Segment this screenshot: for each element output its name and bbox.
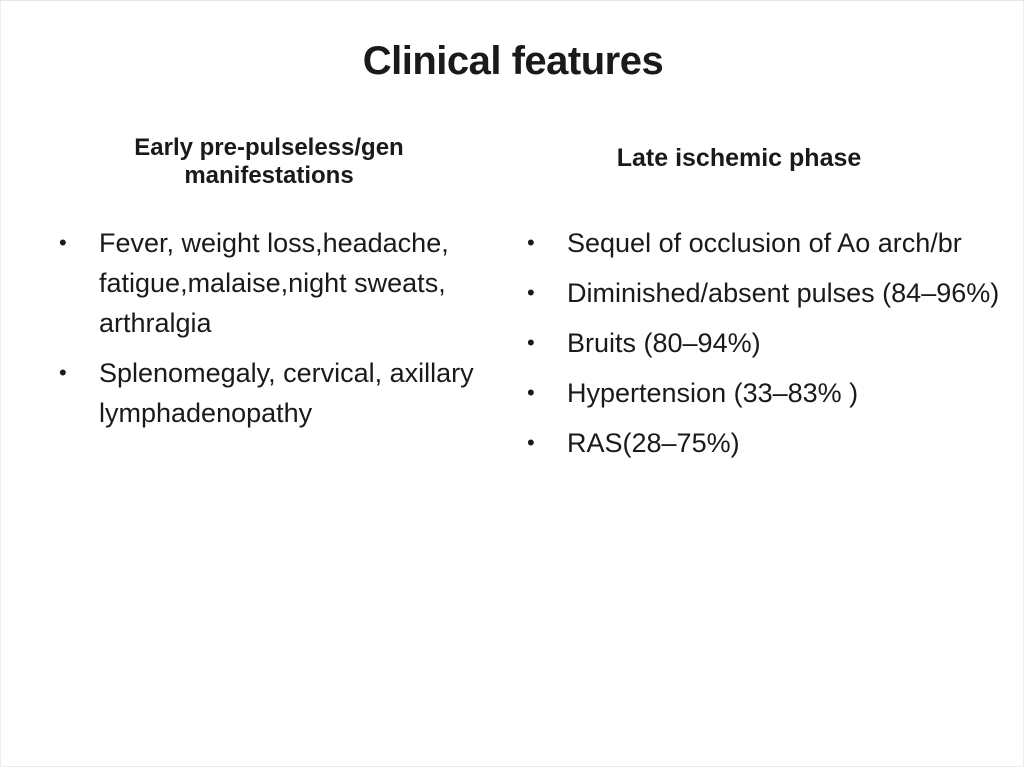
list-item-text: Diminished/absent pulses (84–96%) [567, 278, 1000, 308]
slide-title: Clinical features [362, 39, 664, 83]
list-item [527, 373, 1002, 413]
bullet-icon: • [527, 280, 535, 305]
left-column-heading: Early pre-pulseless/gen manifestations [134, 134, 404, 189]
list-item [527, 423, 1002, 463]
bullet-icon: • [59, 360, 67, 385]
bullet-icon: • [527, 330, 535, 355]
list-item-text: Splenomegaly, cervical, axillary lymphadenopathy [99, 358, 474, 428]
right-column-heading: Late ischemic phase [616, 144, 862, 172]
list-item-text: RAS(28–75%) [567, 428, 740, 458]
list-item-text: Bruits (80–94%) [567, 328, 761, 358]
bullet-icon: • [527, 430, 535, 455]
list-item-text: Hypertension (33–83% ) [567, 378, 859, 408]
bullet-icon: • [527, 230, 535, 255]
list-item [59, 353, 479, 433]
bullet-icon: • [527, 380, 535, 405]
list-item [527, 273, 1002, 313]
list-item [59, 223, 479, 343]
list-item [527, 223, 1002, 263]
list-item [527, 323, 1002, 363]
list-item-text: Sequel of occlusion of Ao arch/br [567, 228, 962, 258]
right-bullet-list [527, 223, 1002, 473]
list-item-text: Fever, weight loss,headache, fatigue,malaise,night sweats, arthralgia [99, 228, 449, 338]
left-bullet-list [59, 223, 479, 443]
bullet-icon: • [59, 230, 67, 255]
